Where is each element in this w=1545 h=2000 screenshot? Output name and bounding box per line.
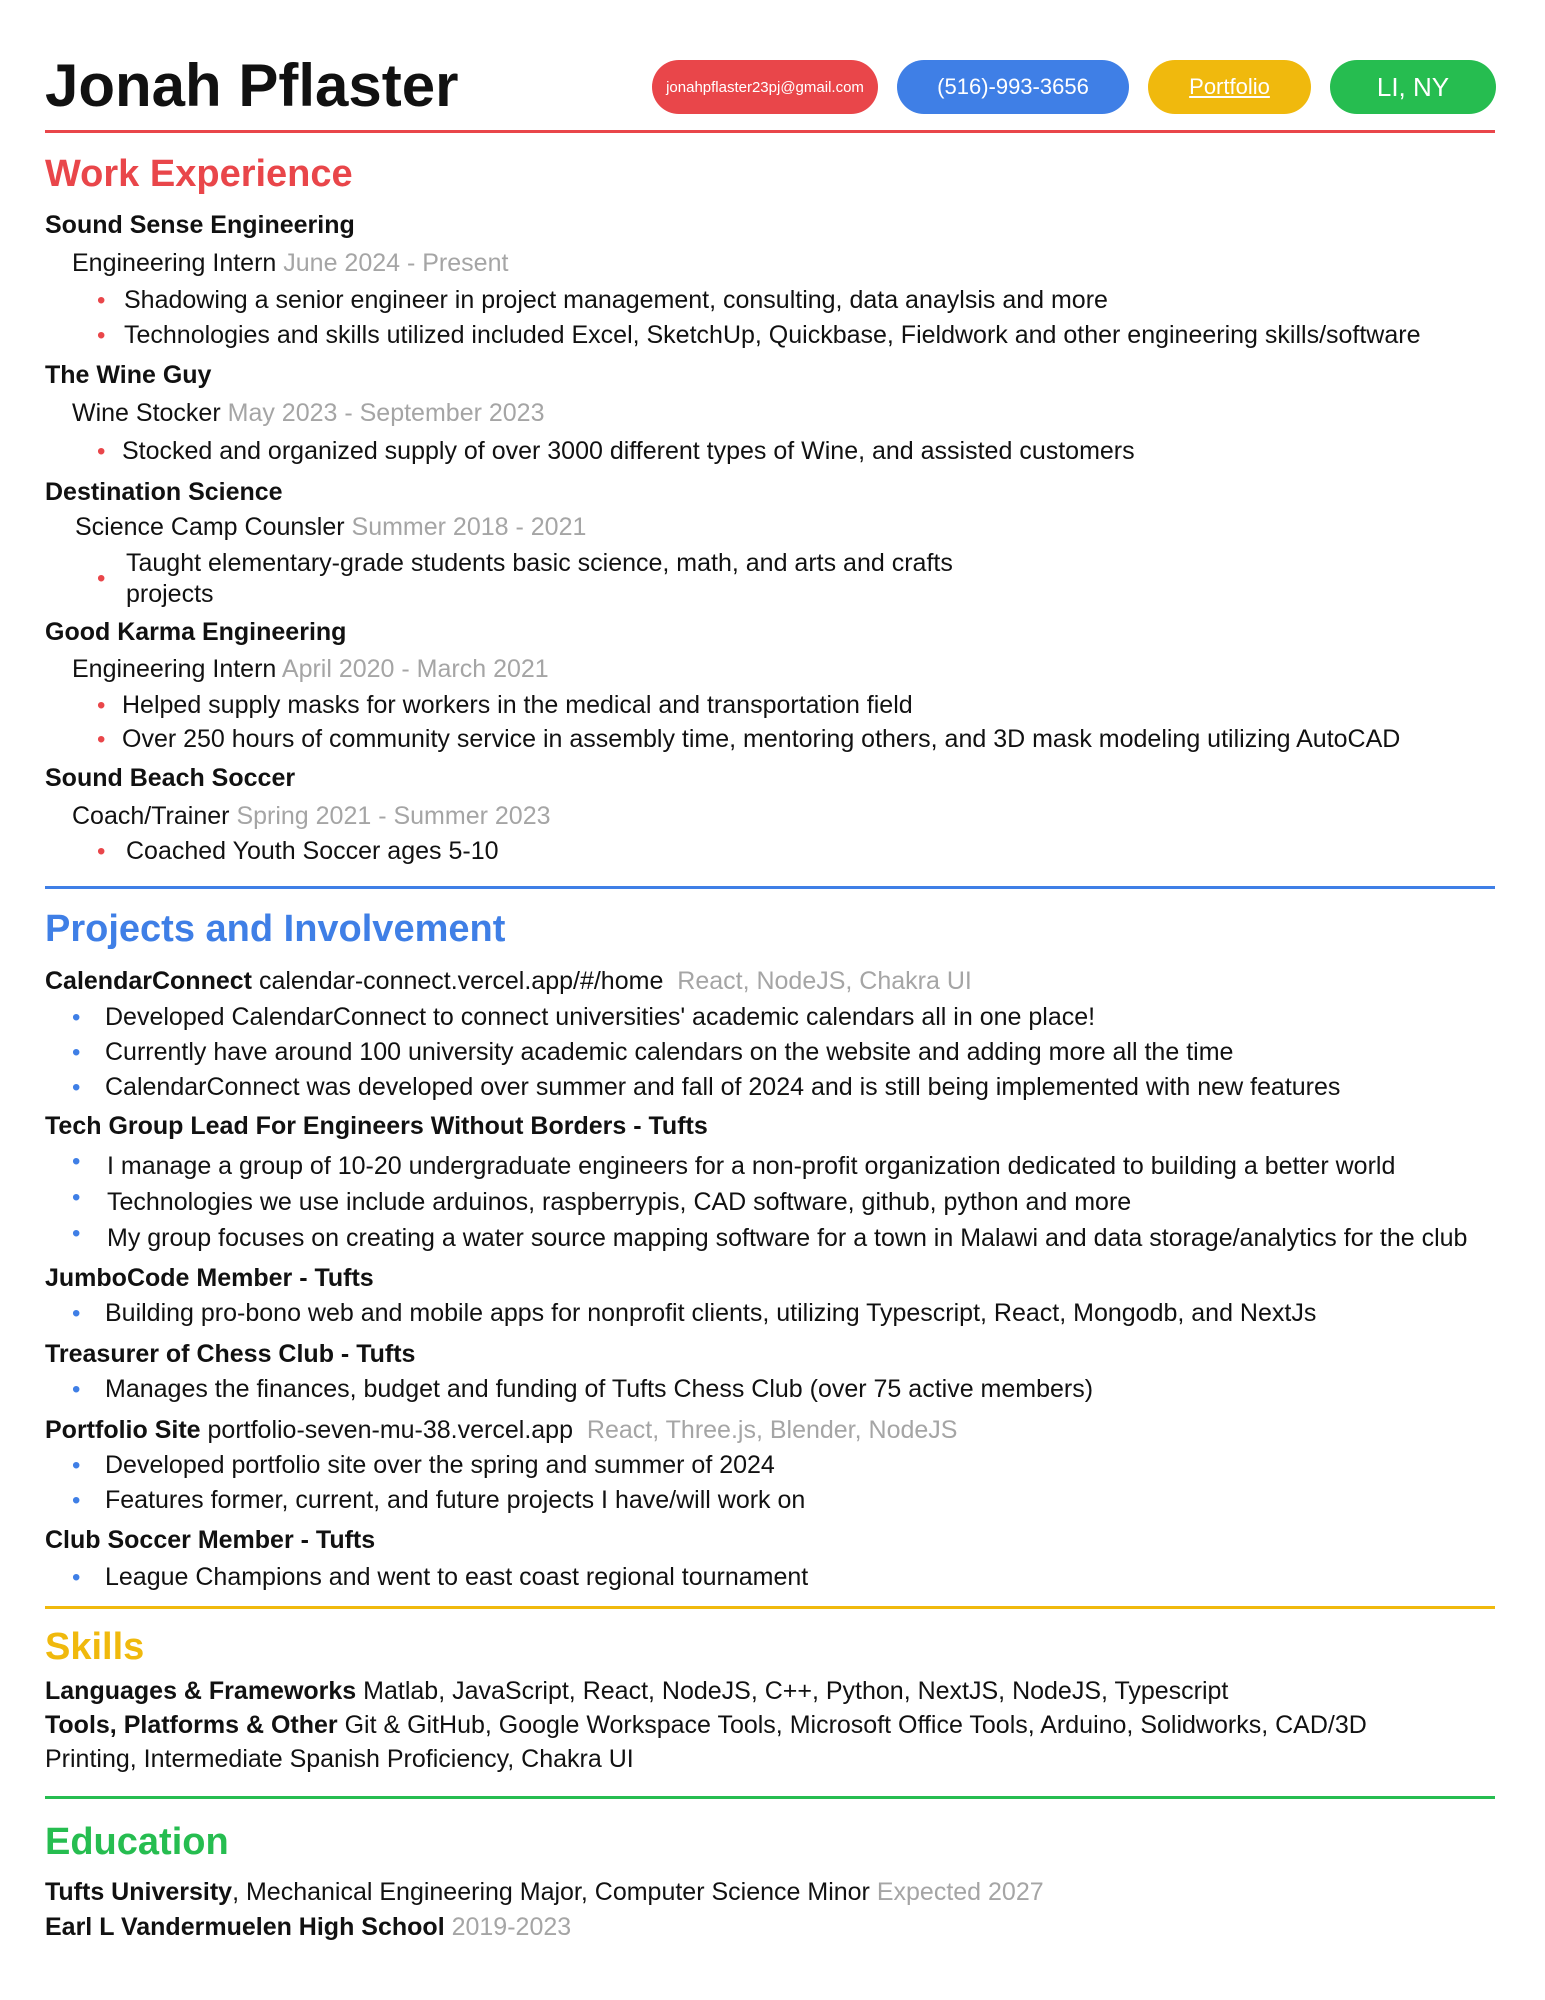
job-bullet: Shadowing a senior engineer in project management, consulting, data anaylsis and more — [124, 286, 1108, 314]
project-bullet: Building pro-bono web and mobile apps for nonprofit clients, utilizing Typescript, React, Mongodb, and NextJs — [105, 1299, 1317, 1327]
phone-pill[interactable]: (516)-993-3656 — [897, 60, 1129, 114]
project-bullet: My group focuses on creating a water source mapping software for a town in Malawi and data storage/analytics for the club — [107, 1224, 1468, 1252]
project-bullet: Features former, current, and future projects I have/will work on — [105, 1486, 806, 1514]
bullet-icon: • — [72, 1184, 81, 1211]
job-dates: Spring 2021 - Summer 2023 — [236, 802, 551, 830]
bullet-icon: • — [72, 1074, 81, 1101]
project-link[interactable]: calendar-connect.vercel.app/#/home — [258, 967, 664, 995]
project-bullet: CalendarConnect was developed over summer and fall of 2024 and is still being implemented with new features — [105, 1073, 1341, 1101]
project-bullet: Currently have around 100 university academic calendars on the website and adding more all the time — [105, 1038, 1234, 1066]
bullet-icon: • — [72, 1452, 81, 1479]
work-divider — [45, 886, 1495, 889]
project-name: Tech Group Lead For Engineers Without Borders - Tufts — [45, 1112, 708, 1140]
bullet-icon: • — [97, 565, 106, 592]
job-company: Destination Science — [45, 478, 283, 506]
project-heading — [45, 1414, 957, 1446]
bullet-icon: • — [97, 726, 106, 753]
skills-title: Skills — [45, 1626, 145, 1668]
bullet-icon: • — [97, 322, 106, 349]
bullet-icon: • — [72, 1220, 81, 1247]
job-company: The Wine Guy — [45, 361, 212, 389]
skills-tools — [45, 1709, 1367, 1741]
job-bullet: Taught elementary-grade students basic science, math, and arts and crafts — [126, 549, 953, 577]
job-bullet: Stocked and organized supply of over 3000 different types of Wine, and assisted customers — [122, 437, 1135, 465]
project-bullet: League Champions and went to east coast regional tournament — [105, 1563, 809, 1591]
school-date: 2019-2023 — [451, 1913, 572, 1941]
job-dates: May 2023 - September 2023 — [227, 399, 545, 427]
job-role-line — [72, 397, 544, 429]
job-role-line — [72, 800, 551, 832]
job-bullet: Coached Youth Soccer ages 5-10 — [126, 837, 499, 865]
skills-languages-label: Languages & Frameworks — [45, 1677, 357, 1705]
project-tech: React, NodeJS, Chakra UI — [677, 967, 972, 995]
project-name: JumboCode Member - Tufts — [45, 1264, 374, 1292]
job-role-line — [72, 247, 508, 279]
skills-languages-value: Matlab, JavaScript, React, NodeJS, C++, Python, NextJS, NodeJS, Typescript — [363, 1677, 1229, 1705]
school-name: Tufts University — [45, 1878, 233, 1906]
bullet-icon: • — [72, 1300, 81, 1327]
job-role: Engineering Intern — [72, 249, 277, 277]
skills-languages — [45, 1675, 1228, 1707]
bullet-icon: • — [97, 287, 106, 314]
work-experience-title: Work Experience — [45, 153, 353, 195]
job-company: Sound Sense Engineering — [45, 211, 355, 239]
project-heading — [45, 965, 972, 997]
portfolio-link-pill[interactable]: Portfolio — [1148, 60, 1311, 114]
project-name: CalendarConnect — [45, 967, 252, 995]
bullet-icon: • — [72, 1039, 81, 1066]
job-role: Coach/Trainer — [72, 802, 230, 830]
project-tech: React, Three.js, Blender, NodeJS — [586, 1416, 958, 1444]
bullet-icon: • — [72, 1148, 81, 1175]
job-bullet: Helped supply masks for workers in the medical and transportation field — [122, 691, 913, 719]
job-role: Science Camp Counsler — [75, 513, 345, 541]
email-pill[interactable]: jonahpflaster23pj@gmail.com — [652, 60, 878, 114]
project-name: Portfolio Site — [45, 1416, 201, 1444]
project-name: Club Soccer Member - Tufts — [45, 1526, 376, 1554]
location-pill: LI, NY — [1330, 60, 1496, 114]
skills-tools-value: Git & GitHub, Google Workspace Tools, Microsoft Office Tools, Arduino, Solidworks, CAD/3D — [344, 1711, 1367, 1739]
job-company: Sound Beach Soccer — [45, 764, 296, 792]
job-dates: Summer 2018 - 2021 — [351, 513, 587, 541]
project-bullet: I manage a group of 10-20 undergraduate engineers for a non-profit organization dedicated to building a better world — [107, 1152, 1396, 1180]
bullet-icon: • — [72, 1004, 81, 1031]
project-name: Treasurer of Chess Club - Tufts — [45, 1340, 416, 1368]
bullet-icon: • — [97, 838, 106, 865]
education-title: Education — [45, 1821, 229, 1863]
bullet-icon: • — [72, 1487, 81, 1514]
bullet-icon: • — [72, 1564, 81, 1591]
project-bullet: Developed CalendarConnect to connect universities' academic calendars all in one place! — [105, 1003, 1096, 1031]
education-row — [45, 1876, 1044, 1908]
job-bullet: Over 250 hours of community service in assembly time, mentoring others, and 3D mask modeling utilizing AutoCAD — [122, 725, 1401, 753]
bullet-icon: • — [97, 692, 106, 719]
skills-tools-label: Tools, Platforms & Other — [45, 1711, 338, 1739]
school-detail: , Mechanical Engineering Major, Computer Science Minor — [232, 1878, 870, 1906]
job-bullet: Technologies and skills utilized included Excel, SketchUp, Quickbase, Fieldwork and other engineering skills/software — [124, 321, 1421, 349]
bullet-icon: • — [72, 1376, 81, 1403]
school-date: Expected 2027 — [876, 1878, 1044, 1906]
job-dates: April 2020 - March 2021 — [281, 655, 549, 683]
job-role-line — [72, 653, 549, 685]
school-name: Earl L Vandermuelen High School — [45, 1913, 445, 1941]
education-row — [45, 1911, 571, 1943]
job-bullet-continuation: projects — [126, 580, 214, 608]
skills-tools-continuation: Printing, Intermediate Spanish Proficiency, Chakra UI — [45, 1745, 634, 1773]
projects-divider — [45, 1606, 1495, 1609]
resume-name: Jonah Pflaster — [45, 52, 459, 119]
project-bullet: Developed portfolio site over the spring and summer of 2024 — [105, 1451, 775, 1479]
projects-title: Projects and Involvement — [45, 908, 506, 950]
project-bullet: Manages the finances, budget and funding of Tufts Chess Club (over 75 active members) — [105, 1375, 1094, 1403]
job-dates: June 2024 - Present — [283, 249, 509, 277]
job-company: Good Karma Engineering — [45, 618, 347, 646]
job-role: Wine Stocker — [72, 399, 221, 427]
skills-divider — [45, 1796, 1495, 1799]
project-link[interactable]: portfolio-seven-mu-38.vercel.app — [207, 1416, 573, 1444]
project-bullet: Technologies we use include arduinos, raspberrypis, CAD software, github, python and more — [107, 1188, 1132, 1216]
job-role: Engineering Intern — [72, 655, 277, 683]
job-role-line — [75, 511, 586, 543]
header-divider — [45, 130, 1495, 133]
bullet-icon: • — [97, 438, 106, 465]
